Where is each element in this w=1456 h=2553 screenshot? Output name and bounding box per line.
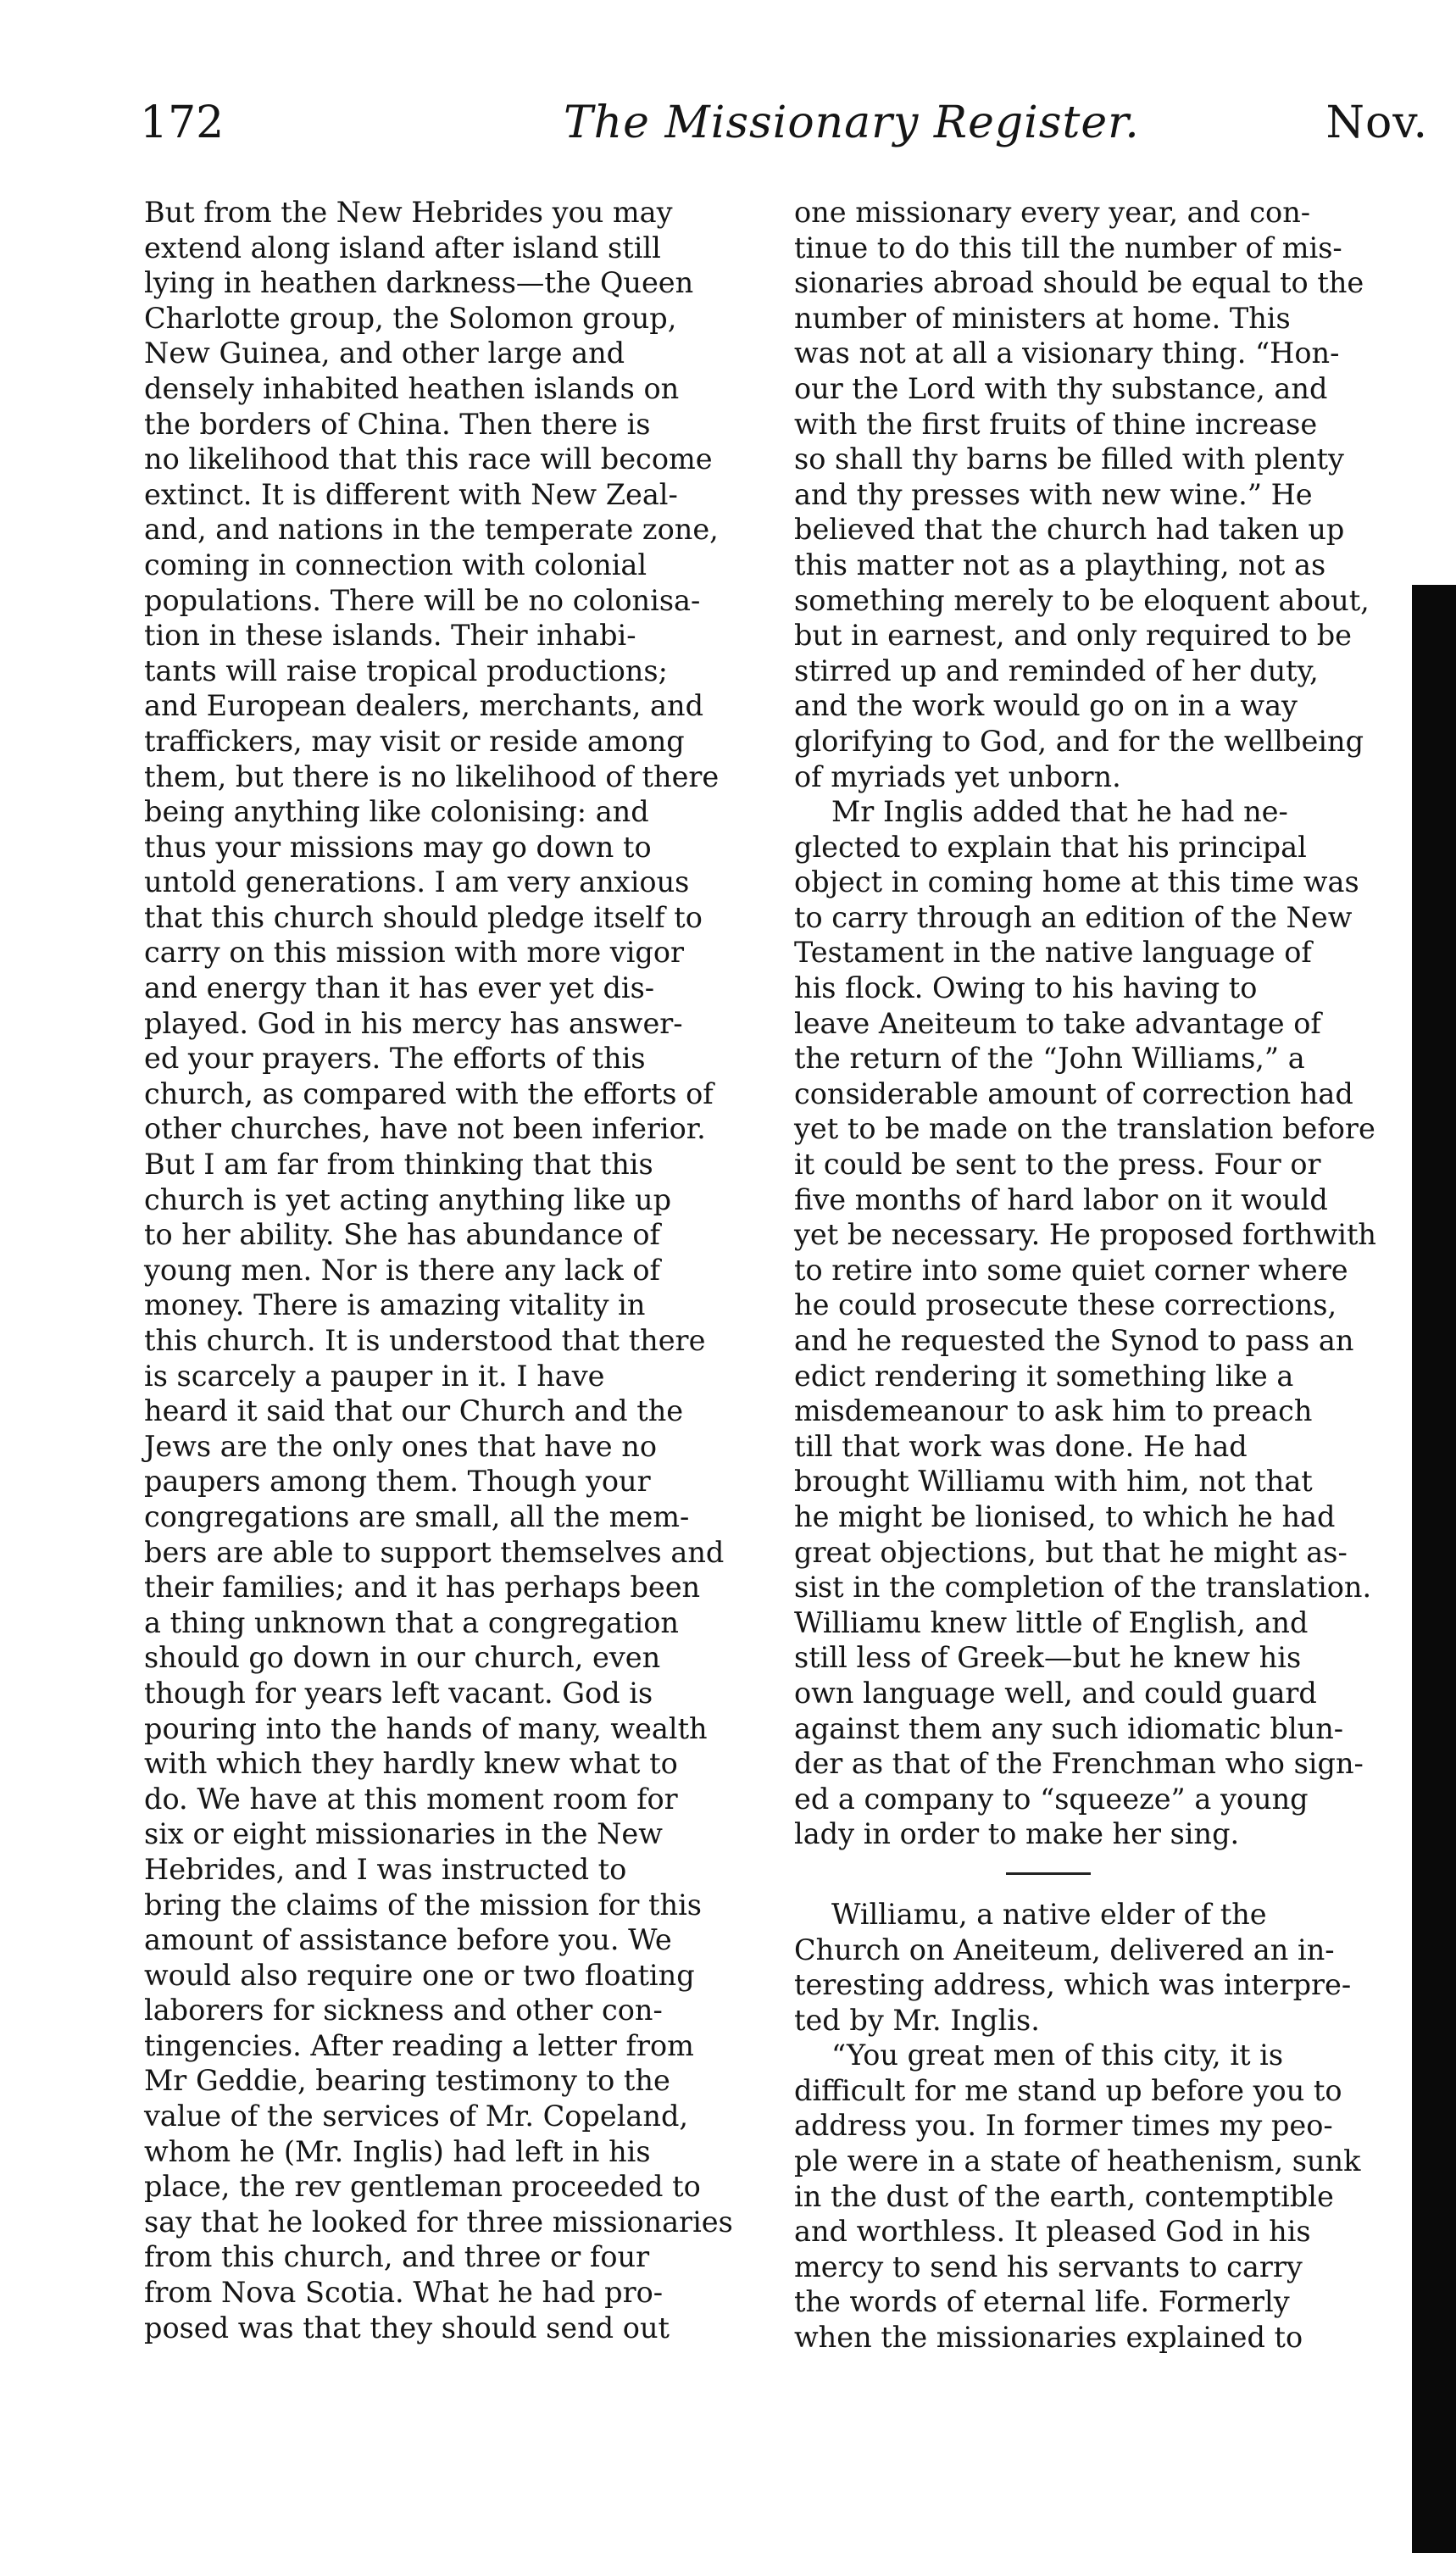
text-line: against them any such idiomatic blun- xyxy=(794,1711,1344,1745)
text-line: misdemeanour to ask him to preach xyxy=(794,1394,1313,1428)
text-line: densely inhabited heathen islands on xyxy=(144,371,680,405)
text-line: them, but there is no likelihood of there xyxy=(144,759,720,793)
text-line: But I am far from thinking that this xyxy=(144,1148,653,1182)
text-line: “You great men of this city, it is xyxy=(831,2039,1284,2072)
text-line: and thy presses with new wine.” He xyxy=(794,477,1313,511)
page-number: 172 xyxy=(140,97,225,148)
text-line: sionaries abroad should be equal to the xyxy=(794,266,1364,300)
text-line: our the Lord with thy substance, and xyxy=(794,371,1328,405)
text-line: untold generations. I am very anxious xyxy=(144,865,690,899)
text-line: glorifying to God, and for the wellbeing xyxy=(794,724,1364,758)
text-line: Testament in the native language of xyxy=(794,936,1312,970)
text-line: and energy than it has ever yet dis- xyxy=(144,971,655,1005)
right-column xyxy=(794,195,1431,2356)
text-line: something merely to be eloquent about, xyxy=(794,583,1370,617)
text-line: with which they hardly knew what to xyxy=(144,1747,678,1781)
text-line: other churches, have not been inferior. xyxy=(144,1112,706,1146)
text-line: six or eight missionaries in the New xyxy=(144,1817,663,1851)
text-line: bring the claims of the mission for this xyxy=(144,1888,702,1922)
text-line: bers are able to support themselves and xyxy=(144,1535,725,1569)
text-line: great objections, but that he might as- xyxy=(794,1535,1348,1569)
text-line: heard it said that our Church and the xyxy=(144,1394,684,1428)
text-line: yet to be made on the translation before xyxy=(794,1112,1375,1146)
text-line: a thing unknown that a congregation xyxy=(144,1605,680,1639)
text-line: till that work was done. He had xyxy=(794,1429,1248,1463)
text-line: lying in heathen darkness—the Queen xyxy=(144,266,694,300)
text-line: from Nova Scotia. What he had pro- xyxy=(144,2276,664,2310)
text-line: and worthless. It pleased God in his xyxy=(794,2215,1311,2249)
text-line: this church. It is understood that there xyxy=(144,1324,706,1357)
text-line: yet be necessary. He proposed forthwith xyxy=(794,1218,1376,1252)
text-line: is scarcely a pauper in it. I have xyxy=(144,1359,605,1393)
text-line: so shall thy barns be filled with plenty xyxy=(794,442,1344,476)
text-line: still less of Greek—but he knew his xyxy=(794,1641,1302,1675)
text-line: leave Aneiteum to take advantage of xyxy=(794,1006,1321,1040)
text-line: to retire into some quiet corner where xyxy=(794,1253,1348,1287)
text-line: tants will raise tropical productions; xyxy=(144,654,668,687)
text-line: teresting address, which was interpre- xyxy=(794,1968,1352,2002)
text-line: ed your prayers. The efforts of this xyxy=(144,1042,646,1076)
text-line: paupers among them. Though your xyxy=(144,1465,651,1499)
running-head xyxy=(140,93,1428,153)
text-line: considerable amount of correction had xyxy=(794,1076,1353,1110)
text-line: edict rendering it something like a xyxy=(794,1359,1294,1393)
text-line: Jews are the only ones that have no xyxy=(144,1429,657,1463)
text-line: he might be lionised, to which he had xyxy=(794,1499,1336,1533)
text-line: coming in connection with colonial xyxy=(144,548,647,581)
text-line: laborers for sickness and other con- xyxy=(144,1994,663,2027)
text-line: glected to explain that his principal xyxy=(794,830,1307,864)
text-line: place, the rev gentleman proceeded to xyxy=(144,2170,701,2204)
text-line: ted by Mr. Inglis. xyxy=(794,2003,1040,2037)
text-line: though for years left vacant. God is xyxy=(144,1676,653,1710)
text-line: he could prosecute these corrections, xyxy=(794,1288,1337,1322)
text-line: church is yet acting anything like up xyxy=(144,1182,672,1216)
text-line: traffickers, may visit or reside among xyxy=(144,724,685,758)
text-line: to carry through an edition of the New xyxy=(794,900,1353,934)
text-line: own language well, and could guard xyxy=(794,1676,1317,1710)
text-line: number of ministers at home. This xyxy=(794,301,1291,335)
text-line: sist in the completion of the translation. xyxy=(794,1571,1372,1605)
text-line: value of the services of Mr. Copeland, xyxy=(144,2100,689,2133)
text-line: address you. In former times my peo- xyxy=(794,2109,1333,2143)
text-line: in the dust of the earth, contemptible xyxy=(794,2179,1334,2213)
text-line: Mr Inglis added that he had ne- xyxy=(831,795,1288,829)
text-line: would also require one or two floating xyxy=(144,1958,695,1992)
text-line: difficult for me stand up before you to xyxy=(794,2073,1342,2107)
text-line: extinct. It is different with New Zeal- xyxy=(144,477,678,511)
text-line: whom he (Mr. Inglis) had left in his xyxy=(144,2134,651,2168)
text-line: young men. Nor is there any lack of xyxy=(144,1253,660,1287)
section-divider xyxy=(1006,1872,1091,1875)
text-line: but in earnest, and only required to be xyxy=(794,619,1352,653)
text-line: that this church should pledge itself to xyxy=(144,900,703,934)
text-line: the borders of China. Then there is xyxy=(144,407,651,441)
text-line: ple were in a state of heathenism, sunk xyxy=(794,2144,1361,2178)
text-line: Church on Aneiteum, delivered an in- xyxy=(794,1933,1335,1966)
text-line: amount of assistance before you. We xyxy=(144,1923,672,1957)
text-line: thus your missions may go down to xyxy=(144,830,652,864)
text-line: object in coming home at this time was xyxy=(794,865,1359,899)
binding-gutter-shadow xyxy=(1412,585,1456,2553)
text-line: brought Williamu with him, not that xyxy=(794,1465,1313,1499)
text-line: and, and nations in the temperate zone, xyxy=(144,513,719,547)
text-line: Williamu, a native elder of the xyxy=(831,1897,1267,1931)
text-line: der as that of the Frenchman who sign- xyxy=(794,1747,1364,1781)
text-line: should go down in our church, even xyxy=(144,1641,661,1675)
text-line: stirred up and reminded of her duty, xyxy=(794,654,1319,687)
text-line: tingencies. After reading a letter from xyxy=(144,2028,694,2062)
text-line: their families; and it has perhaps been xyxy=(144,1571,701,1605)
text-line: the words of eternal life. Formerly xyxy=(794,2285,1290,2319)
text-line: of myriads yet unborn. xyxy=(794,759,1121,793)
text-line: with the first fruits of thine increase xyxy=(794,407,1318,441)
text-line: say that he looked for three missionaries xyxy=(144,2205,733,2239)
text-line: carry on this mission with more vigor xyxy=(144,936,685,970)
text-line: from this church, and three or four xyxy=(144,2240,650,2274)
text-line: being anything like colonising: and xyxy=(144,795,649,829)
text-line: Hebrides, and I was instructed to xyxy=(144,1852,627,1886)
text-line: money. There is amazing vitality in xyxy=(144,1288,646,1322)
text-line: it could be sent to the press. Four or xyxy=(794,1148,1321,1182)
text-line: his flock. Owing to his having to xyxy=(794,971,1258,1005)
text-line: New Guinea, and other large and xyxy=(144,337,625,370)
text-line: Williamu knew little of English, and xyxy=(794,1605,1309,1639)
text-line: the return of the “John Williams,” a xyxy=(794,1042,1305,1076)
text-line: lady in order to make her sing. xyxy=(794,1817,1240,1851)
text-line: played. God in his mercy has answer- xyxy=(144,1006,683,1040)
text-line: to her ability. She has abundance of xyxy=(144,1218,660,1252)
text-line: pouring into the hands of many, wealth xyxy=(144,1711,708,1745)
text-line: this matter not as a plaything, not as xyxy=(794,548,1326,581)
text-line: ed a company to “squeeze” a young xyxy=(794,1782,1309,1816)
text-line: and he requested the Synod to pass an xyxy=(794,1324,1354,1357)
text-line: tinue to do this till the number of mis- xyxy=(794,231,1342,264)
text-line: was not at all a visionary thing. “Hon- xyxy=(794,337,1340,370)
text-line: Charlotte group, the Solomon group, xyxy=(144,301,677,335)
journal-title: The Missionary Register. xyxy=(564,97,1140,148)
text-line: But from the New Hebrides you may xyxy=(144,196,673,229)
text-line: one missionary every year, and con- xyxy=(794,196,1311,229)
text-line: mercy to send his servants to carry xyxy=(794,2250,1303,2283)
text-line: populations. There will be no colonisa- xyxy=(144,583,701,617)
left-column xyxy=(144,195,770,2345)
text-line: tion in these islands. Their inhabi- xyxy=(144,619,636,653)
text-line: and the work would go on in a way xyxy=(794,689,1298,723)
text-line: extend along island after island still xyxy=(144,231,661,264)
text-line: congregations are small, all the mem- xyxy=(144,1499,690,1533)
text-line: posed was that they should send out xyxy=(144,2311,670,2344)
text-line: no likelihood that this race will become xyxy=(144,442,713,476)
issue-month: Nov. xyxy=(1325,97,1428,148)
text-line: five months of hard labor on it would xyxy=(794,1182,1328,1216)
text-line: believed that the church had taken up xyxy=(794,513,1345,547)
text-line: church, as compared with the efforts of xyxy=(144,1076,714,1110)
text-line: when the missionaries explained to xyxy=(794,2321,1303,2355)
text-line: do. We have at this moment room for xyxy=(144,1782,678,1816)
text-line: and European dealers, merchants, and xyxy=(144,689,704,723)
text-line: Mr Geddie, bearing testimony to the xyxy=(144,2064,670,2098)
